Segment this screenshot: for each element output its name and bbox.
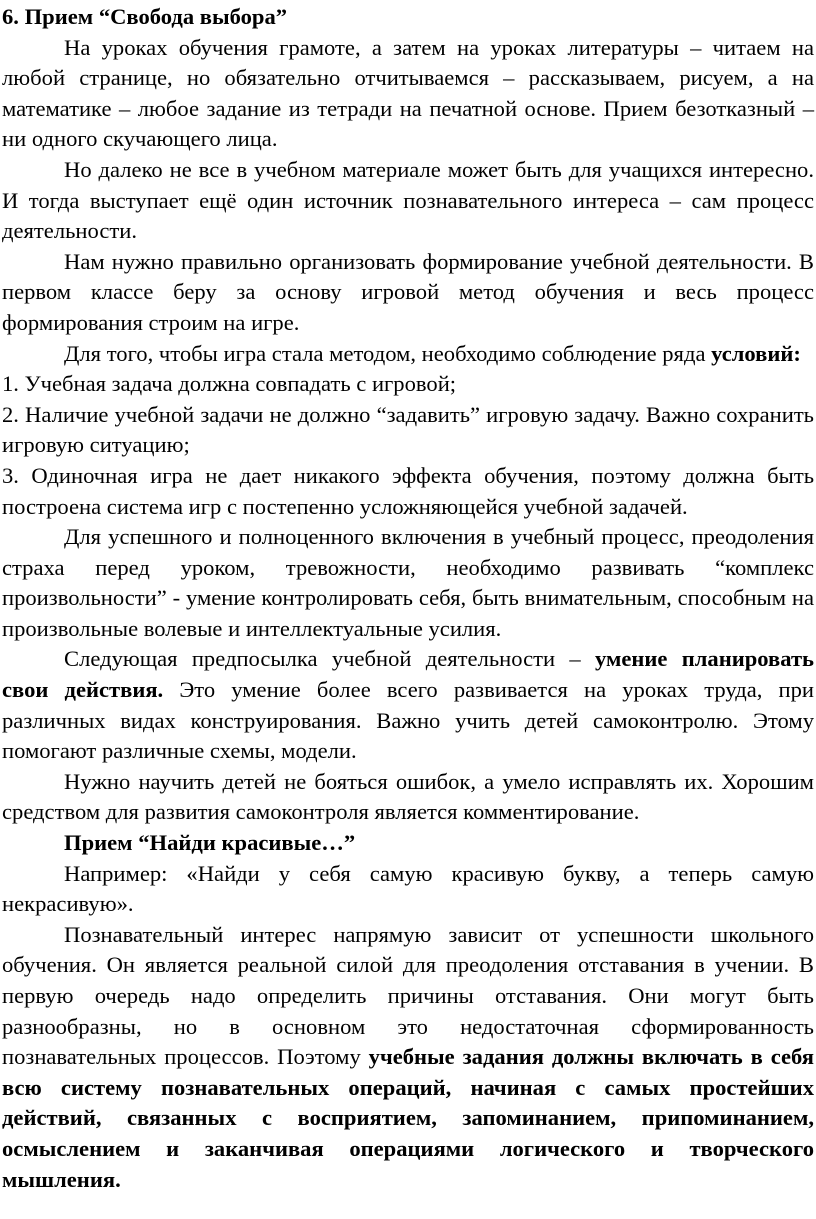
condition-item-3: 3. Одиночная игра не дает никакого эффекта обучения, поэтому должна быть построена система игр с постепенно усложняющейся учебной задачей. — [2, 462, 814, 519]
planning-text-start: Следующая предпосылка учебной деятельности – — [64, 646, 595, 672]
paragraph-free-choice: На уроках обучения грамоте, а затем на уроках литературы – читаем на любой странице, но обязательно отчитываемся – рассказываем, рисуем, а на математике – любое задание из тетради на печатной основе. Прием безотказный – ни одного скучающего лица. — [2, 34, 814, 152]
paragraph-example: Например: «Найди у себя самую красивую букву, а теперь самую некрасивую». — [2, 860, 814, 917]
cognitive-interest-text: Познавательный интерес напрямую зависит от успешности школьного обучения. Он является реальной силой для преодоления отставания в учении. В первую очередь надо определить причины отставания. Они могут быть разнообразны, но в основном это недостаточная сформированность познавательных процессов. Поэтому — [2, 921, 814, 1070]
paragraph-planning — [2, 644, 814, 766]
planning-bold: умение планировать свои действия. — [2, 646, 814, 703]
condition-item-2: 2. Наличие учебной задачи не должно “задавить” игровую задачу. Важно сохранить игровую ситуацию; — [2, 401, 814, 458]
planning-text-end: Это умение более всего развивается на уроках труда, при различных видах конструирования. Важно учить детей самоконтролю. Этому помогают различные схемы, модели. — [2, 677, 814, 764]
conditions-label: условий: — [711, 340, 801, 366]
conditions-intro-text: Для того, чтобы игра стала методом, необходимо соблюдение ряда — [64, 340, 712, 366]
paragraph-game-method: Нам нужно правильно организовать формирование учебной деятельности. В первом классе беру за основу игровой метод обучения и весь процесс формирования строим на игре. — [2, 248, 814, 335]
paragraph-mistakes: Нужно научить детей не бояться ошибок, а умело исправлять их. Хорошим средством для развития самоконтроля является комментирование. — [2, 768, 814, 825]
section-title: 6. Прием “Свобода выбора” — [2, 4, 288, 29]
cognitive-interest-bold: учебные задания должны включать в себя всю систему познавательных операций, начиная с самых простейших действий, связанных с восприятием, запоминанием, припоминанием, осмыслением и заканчивая операциями логического и творческого мышления. — [2, 1044, 814, 1192]
subheading-find-beautiful: Прием “Найди красивые…” — [64, 830, 356, 856]
paragraph-interest-source: Но далеко не все в учебном материале может быть для учащихся интересно. И тогда выступает ещё один источник познавательного интереса – сам процесс деятельности. — [2, 156, 814, 244]
paragraph-conditions-intro — [2, 339, 814, 370]
paragraph-arbitrariness: Для успешного и полноценного включения в учебный процесс, преодоления страха перед уроком, тревожности, необходимо развивать “комплекс произвольности” - умение контролировать себя, быть внимательным, способным на произвольные волевые и интеллектуальные усилия. — [2, 524, 814, 641]
condition-item-1: 1. Учебная задача должна совпадать с игровой; — [2, 371, 457, 397]
paragraph-cognitive-interest — [2, 920, 814, 1195]
